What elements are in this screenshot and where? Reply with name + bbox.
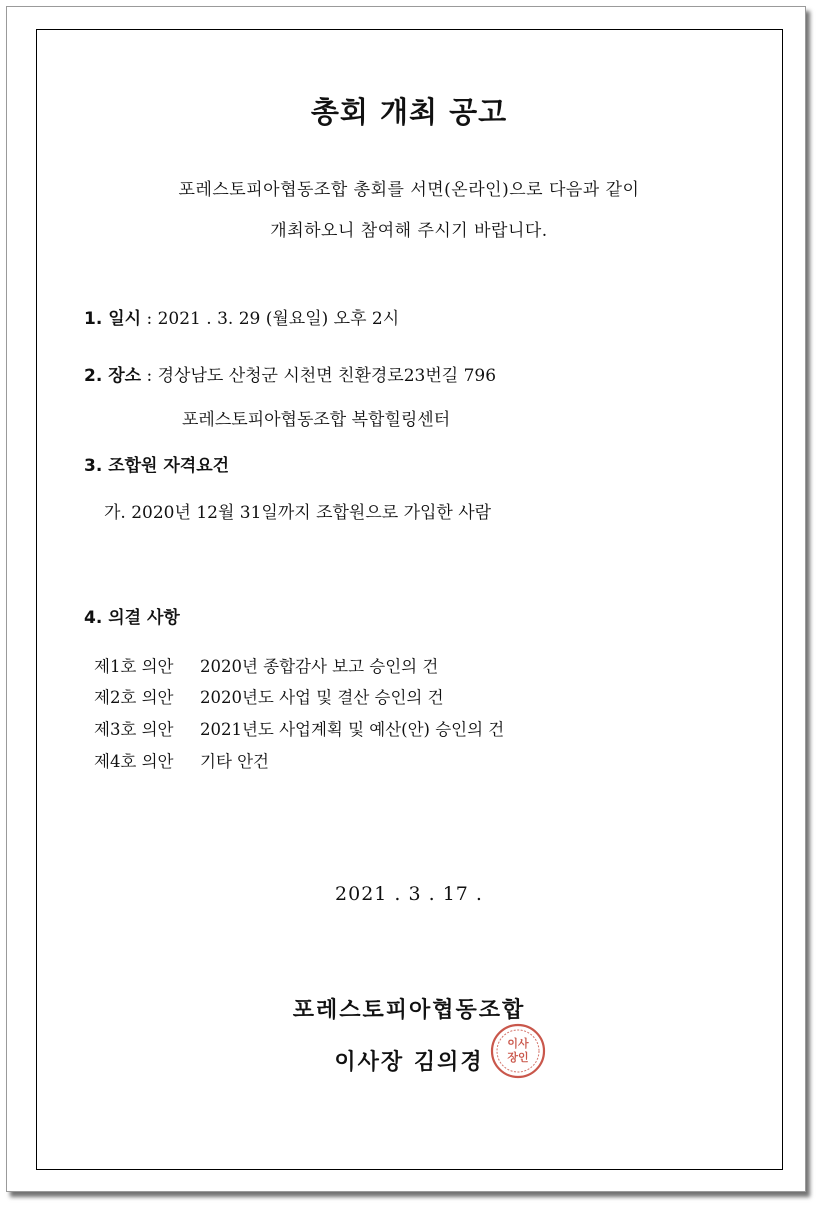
- agenda-item: [94, 716, 504, 740]
- agenda-item-text: 기타 안건: [200, 752, 270, 771]
- notice-date: 2021 . 3 . 17 .: [335, 883, 483, 905]
- agenda-item: [94, 684, 444, 708]
- agenda-item-text: 2020년 종합감사 보고 승인의 건: [200, 657, 439, 676]
- item-venue-label: 2. 장소: [84, 366, 142, 386]
- agenda-item-number: 제4호 의안: [94, 752, 174, 771]
- intro-line-1: 포레스토피아협동조합 총회를 서면(온라인)으로 다음과 같이: [178, 180, 640, 200]
- agenda-item-number: 제3호 의안: [94, 720, 174, 739]
- svg-text:장인: 장인: [507, 1051, 529, 1064]
- item-resolutions: [84, 603, 180, 628]
- svg-text:이사: 이사: [507, 1037, 529, 1050]
- agenda-item-text: 2021년도 사업계획 및 예산(안) 승인의 건: [200, 720, 505, 739]
- item-eligibility-label: 3. 조합원 자격요건: [84, 456, 230, 476]
- intro-line-2: 개최하오니 참여해 주시기 바랍니다.: [270, 221, 548, 241]
- item-venue: [84, 361, 496, 386]
- item-datetime-value: 2021 . 3. 29 (월요일) 오후 2시: [157, 309, 400, 329]
- item-datetime: [84, 304, 399, 329]
- item-venue-separator: :: [141, 366, 158, 386]
- item-eligibility-text: 가. 2020년 12월 31일까지 조합원으로 가입한 사람: [104, 503, 492, 523]
- organization-name: 포레스토피아협동조합: [292, 997, 526, 1023]
- agenda-item-number: 제2호 의안: [94, 688, 174, 707]
- item-eligibility: [84, 451, 229, 476]
- official-seal-stamp: [490, 1023, 546, 1079]
- signer-name: 이사장 김의경: [334, 1049, 484, 1075]
- item-resolutions-label: 4. 의결 사항: [84, 608, 180, 628]
- notice-title: 총회 개최 공고: [310, 95, 508, 129]
- agenda-item: [94, 653, 438, 677]
- agenda-item: [94, 748, 269, 772]
- item-datetime-separator: :: [141, 309, 158, 329]
- item-venue-building: 포레스토피아협동조합 복합힐링센터: [182, 410, 451, 430]
- agenda-item-number: 제1호 의안: [94, 657, 174, 676]
- agenda-item-text: 2020년도 사업 및 결산 승인의 건: [200, 688, 444, 707]
- item-venue-address: 경상남도 산청군 시천면 친환경로23번길 796: [157, 366, 497, 386]
- item-datetime-label: 1. 일시: [84, 309, 142, 329]
